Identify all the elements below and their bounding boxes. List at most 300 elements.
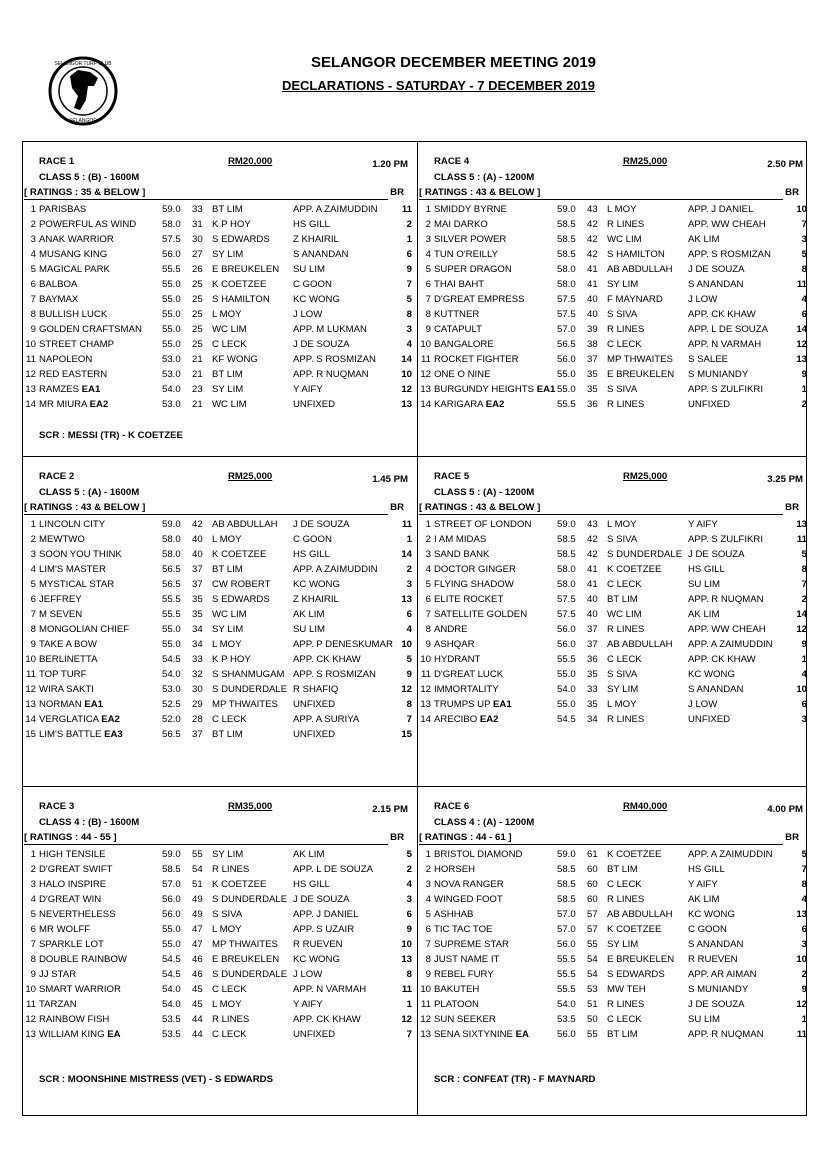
- trainer-name: SU LIM: [688, 579, 720, 590]
- horse-name: ASHQAR: [434, 639, 475, 650]
- barrier-number: 7: [801, 864, 807, 875]
- runner-row: [417, 277, 807, 292]
- barrier-number: 11: [401, 984, 412, 995]
- runner-number: 4: [30, 564, 36, 575]
- barrier-number: 8: [406, 309, 412, 320]
- jockey-name: WC LIM: [212, 324, 247, 335]
- jockey-name: S DUNDERDALE: [607, 549, 683, 560]
- barrier-header: BR: [785, 187, 799, 198]
- runner-rating: 34: [587, 714, 598, 725]
- race-class: CLASS 4 : (B) - 1600M: [39, 817, 140, 828]
- trainer-name: APP. S ZULFIKRI: [688, 534, 763, 545]
- runner-weight: 59.0: [557, 849, 576, 860]
- jockey-name: E BREUKELEN: [212, 954, 280, 965]
- barrier-number: 14: [401, 549, 412, 560]
- barrier-number: 3: [801, 939, 807, 950]
- trainer-name: UNFIXED: [293, 1029, 336, 1040]
- barrier-number: 6: [406, 609, 412, 620]
- runner-number: 8: [425, 954, 431, 965]
- horse-name: ONE O NINE: [434, 369, 491, 380]
- runner-rating: 21: [192, 369, 203, 380]
- jockey-name: S DUNDERDALE: [212, 894, 288, 905]
- trainer-name: APP. S UZAIR: [293, 924, 355, 935]
- jockey-name: MP THWAITES: [212, 939, 278, 950]
- jockey-name: K COETZEE: [607, 564, 662, 575]
- barrier-number: 6: [801, 924, 807, 935]
- barrier-number: 13: [401, 954, 412, 965]
- trainer-name: J DE SOUZA: [293, 519, 350, 530]
- runner-row: [22, 667, 412, 682]
- emergency-tag: EA2: [485, 399, 505, 410]
- runner-weight: 56.0: [162, 894, 181, 905]
- runner-weight: 59.0: [162, 204, 181, 215]
- jockey-name: C LECK: [212, 714, 247, 725]
- horse-name: KARIGARA EA2: [434, 399, 505, 410]
- trainer-name: APP. S ROSMIZAN: [293, 669, 376, 680]
- runner-row: [417, 547, 807, 562]
- runner-row: [417, 292, 807, 307]
- runner-rating: 25: [192, 324, 203, 335]
- runner-row: [417, 937, 807, 952]
- jockey-name: C LECK: [212, 984, 247, 995]
- runner-number: 4: [30, 249, 36, 260]
- runner-number: 5: [425, 909, 431, 920]
- jockey-name: R LINES: [212, 864, 250, 875]
- race-header: [417, 156, 803, 170]
- runner-row: [22, 862, 412, 877]
- runner-number: 4: [425, 564, 431, 575]
- runner-rating: 35: [587, 369, 598, 380]
- runner-rating: 34: [192, 639, 203, 650]
- jockey-name: C LECK: [607, 654, 642, 665]
- jockey-name: S HAMILTON: [212, 294, 270, 305]
- runner-rating: 35: [587, 384, 598, 395]
- horse-name: SUN SEEKER: [434, 1014, 496, 1025]
- runner-row: [22, 967, 412, 982]
- rating-label: [ RATINGS : 43 & BELOW ]: [24, 502, 146, 513]
- runner-number: 9: [425, 639, 431, 650]
- jockey-name: E BREUKELEN: [607, 954, 675, 965]
- runner-weight: 54.0: [557, 999, 576, 1010]
- runner-number: 3: [425, 879, 431, 890]
- runner-row: [417, 307, 807, 322]
- runner-rating: 37: [587, 624, 598, 635]
- horse-name: BURGUNDY HEIGHTS EA1: [434, 384, 556, 395]
- runner-rating: 25: [192, 309, 203, 320]
- runner-weight: 54.0: [162, 999, 181, 1010]
- runner-rating: 35: [587, 699, 598, 710]
- barrier-number: 2: [406, 564, 412, 575]
- runner-number: 2: [425, 219, 431, 230]
- runner-number: 3: [30, 549, 36, 560]
- runner-weight: 54.0: [162, 384, 181, 395]
- trainer-name: Y AIFY: [688, 519, 718, 530]
- horse-name: SOON YOU THINK: [39, 549, 122, 560]
- jockey-name: F MAYNARD: [607, 294, 663, 305]
- runner-number: 8: [30, 309, 36, 320]
- jockey-name: AB ABDULLAH: [212, 519, 278, 530]
- jockey-name: S EDWARDS: [212, 594, 270, 605]
- jockey-name: K P HOY: [212, 219, 251, 230]
- jockey-name: SY LIM: [607, 279, 639, 290]
- runner-row: [22, 712, 412, 727]
- runner-row: [22, 637, 412, 652]
- horse-name: DOCTOR GINGER: [434, 564, 516, 575]
- horse-name: RED EASTERN: [39, 369, 108, 380]
- runner-number: 3: [425, 234, 431, 245]
- horse-name: NEVERTHELESS: [39, 909, 116, 920]
- jockey-name: C LECK: [212, 1029, 247, 1040]
- runner-rating: 27: [192, 249, 203, 260]
- runner-row: [22, 907, 412, 922]
- jockey-name: K COETZEE: [212, 879, 267, 890]
- barrier-number: 5: [406, 849, 412, 860]
- runner-weight: 54.5: [557, 714, 576, 725]
- runner-weight: 55.0: [162, 939, 181, 950]
- runner-number: 10: [25, 654, 36, 665]
- runner-weight: 58.0: [557, 264, 576, 275]
- jockey-name: SY LIM: [607, 939, 639, 950]
- race-block: [417, 156, 807, 466]
- barrier-number: 10: [401, 369, 412, 380]
- horse-name: NORMAN EA1: [39, 699, 103, 710]
- trainer-name: AK LIM: [293, 849, 325, 860]
- race-class: CLASS 5 : (A) - 1200M: [434, 172, 535, 183]
- barrier-number: 11: [401, 519, 412, 530]
- runner-rating: 47: [192, 939, 203, 950]
- barrier-number: 12: [796, 339, 807, 350]
- runner-row: [417, 367, 807, 382]
- emergency-tag: EA1: [81, 384, 101, 395]
- barrier-number: 13: [796, 909, 807, 920]
- runner-rating: 25: [192, 339, 203, 350]
- horse-name: PLATOON: [434, 999, 479, 1010]
- barrier-number: 2: [406, 864, 412, 875]
- runner-weight: 58.5: [557, 234, 576, 245]
- runner-weight: 57.0: [557, 909, 576, 920]
- horse-name: M SEVEN: [39, 609, 83, 620]
- runner-number: 3: [30, 879, 36, 890]
- barrier-number: 4: [406, 879, 412, 890]
- horse-name: IMMORTALITY: [434, 684, 499, 695]
- svg-text:SELANGOR TURF CLUB: SELANGOR TURF CLUB: [54, 61, 112, 67]
- runner-weight: 55.5: [162, 264, 181, 275]
- horse-name: DOUBLE RAINBOW: [39, 954, 127, 965]
- runner-row: [22, 937, 412, 952]
- horse-name: HIGH TENSILE: [39, 849, 106, 860]
- jockey-name: K COETZEE: [607, 924, 662, 935]
- barrier-header: BR: [785, 502, 799, 513]
- runner-weight: 59.0: [557, 204, 576, 215]
- horse-name: HYDRANT: [434, 654, 481, 665]
- runner-weight: 58.5: [557, 249, 576, 260]
- runner-weight: 59.0: [557, 519, 576, 530]
- runner-weight: 58.5: [557, 534, 576, 545]
- runner-number: 13: [420, 699, 431, 710]
- race-time: 1.45 PM: [372, 474, 408, 485]
- race-purse: RM25,000: [623, 156, 668, 167]
- runner-weight: 55.0: [162, 309, 181, 320]
- runner-row: [22, 682, 412, 697]
- horse-name: NAPOLEON: [39, 354, 93, 365]
- jockey-name: L MOY: [212, 534, 242, 545]
- emergency-tag: EA1: [84, 699, 103, 710]
- runner-number: 2: [425, 534, 431, 545]
- runner-number: 9: [30, 324, 36, 335]
- jockey-name: L MOY: [607, 204, 637, 215]
- runner-row: [417, 997, 807, 1012]
- trainer-name: APP. J DANIEL: [688, 204, 754, 215]
- horse-name: SILVER POWER: [434, 234, 507, 245]
- trainer-name: APP. N VARMAH: [688, 339, 762, 350]
- trainer-name: APP. S ROSMIZAN: [293, 354, 376, 365]
- race-rating: [419, 832, 799, 845]
- runner-rating: 35: [587, 669, 598, 680]
- barrier-number: 11: [796, 534, 807, 545]
- jockey-name: WC LIM: [212, 399, 247, 410]
- barrier-number: 13: [401, 594, 412, 605]
- runner-weight: 55.5: [557, 984, 576, 995]
- horse-name: STREET CHAMP: [39, 339, 114, 350]
- runner-weight: 58.5: [557, 894, 576, 905]
- runner-number: 1: [30, 204, 36, 215]
- race-rating: [24, 832, 404, 845]
- runner-row: [417, 862, 807, 877]
- jockey-name: K COETZEE: [212, 279, 267, 290]
- runner-row: [22, 322, 412, 337]
- horse-name: RAINBOW FISH: [39, 1014, 110, 1025]
- barrier-number: 7: [406, 714, 412, 725]
- barrier-number: 4: [801, 294, 807, 305]
- runner-number: 11: [421, 999, 431, 1010]
- runner-row: [22, 547, 412, 562]
- runner-rating: 30: [192, 234, 203, 245]
- runner-row: [417, 922, 807, 937]
- runner-rating: 21: [192, 354, 203, 365]
- jockey-name: R LINES: [607, 894, 645, 905]
- runner-number: 10: [25, 339, 36, 350]
- horse-name: TUN O'REILLY: [434, 249, 499, 260]
- runner-number: 9: [425, 324, 431, 335]
- barrier-number: 6: [406, 249, 412, 260]
- barrier-number: 10: [401, 639, 412, 650]
- runner-weight: 55.0: [162, 339, 181, 350]
- horse-name: JEFFREY: [39, 594, 82, 605]
- runner-rating: 51: [192, 879, 203, 890]
- runners-list: [22, 517, 412, 742]
- horse-name: MYSTICAL STAR: [39, 579, 115, 590]
- runner-row: [417, 1027, 807, 1042]
- runner-rating: 51: [587, 999, 598, 1010]
- runner-row: [22, 307, 412, 322]
- runner-row: [22, 562, 412, 577]
- runner-row: [417, 262, 807, 277]
- jockey-name: R LINES: [607, 624, 645, 635]
- trainer-name: J LOW: [688, 699, 718, 710]
- barrier-number: 8: [406, 969, 412, 980]
- runner-weight: 53.5: [557, 1014, 576, 1025]
- horse-name: MAGICAL PARK: [39, 264, 110, 275]
- jockey-name: E BREUKELEN: [607, 369, 675, 380]
- runner-weight: 54.0: [162, 984, 181, 995]
- horse-name: BULLISH LUCK: [39, 309, 108, 320]
- runner-rating: 53: [587, 984, 598, 995]
- barrier-number: 7: [406, 1029, 412, 1040]
- runner-rating: 43: [587, 204, 598, 215]
- jockey-name: L MOY: [607, 519, 637, 530]
- runner-row: [417, 397, 807, 412]
- barrier-number: 7: [801, 579, 807, 590]
- runner-row: [417, 352, 807, 367]
- horse-name: ARECIBO EA2: [434, 714, 499, 725]
- runner-weight: 56.5: [557, 339, 576, 350]
- runner-number: 8: [30, 954, 36, 965]
- jockey-name: K COETZEE: [607, 849, 662, 860]
- emergency-tag: EA: [515, 1029, 529, 1040]
- runner-weight: 54.5: [162, 954, 181, 965]
- row-divider: [22, 786, 807, 787]
- runner-weight: 55.0: [557, 369, 576, 380]
- runner-weight: 59.0: [162, 519, 181, 530]
- jockey-name: C LECK: [607, 879, 642, 890]
- horse-name: BALBOA: [39, 279, 78, 290]
- runner-row: [22, 367, 412, 382]
- runner-row: [417, 967, 807, 982]
- race-class: CLASS 5 : (B) - 1600M: [39, 172, 140, 183]
- runner-number: 8: [425, 309, 431, 320]
- trainer-name: SU LIM: [293, 264, 325, 275]
- runner-number: 13: [420, 1029, 431, 1040]
- runner-number: 11: [26, 999, 36, 1010]
- rating-label: [ RATINGS : 35 & BELOW ]: [24, 187, 146, 198]
- runner-number: 13: [25, 699, 36, 710]
- runner-rating: 37: [192, 579, 203, 590]
- jockey-name: S EDWARDS: [607, 969, 665, 980]
- trainer-name: Z KHAIRIL: [293, 234, 339, 245]
- trainer-name: KC WONG: [293, 294, 340, 305]
- horse-name: TAKE A BOW: [39, 639, 97, 650]
- horse-name: SAND BANK: [434, 549, 490, 560]
- runner-row: [417, 652, 807, 667]
- runner-number: 7: [30, 609, 36, 620]
- runner-number: 4: [30, 894, 36, 905]
- barrier-number: 13: [796, 354, 807, 365]
- barrier-number: 9: [406, 669, 412, 680]
- runner-rating: 29: [192, 699, 203, 710]
- runner-rating: 40: [587, 294, 598, 305]
- runner-rating: 34: [192, 624, 203, 635]
- trainer-name: Y AIFY: [293, 384, 323, 395]
- race-header: [417, 471, 803, 485]
- trainer-name: KC WONG: [293, 579, 340, 590]
- runner-row: [22, 922, 412, 937]
- runner-rating: 49: [192, 909, 203, 920]
- runner-number: 14: [420, 714, 431, 725]
- trainer-name: APP. A ZAIMUDDIN: [293, 204, 378, 215]
- barrier-number: 5: [801, 549, 807, 560]
- trainer-name: APP. L DE SOUZA: [688, 324, 768, 335]
- trainer-name: APP. A ZAIMUDDIN: [688, 639, 773, 650]
- runner-number: 14: [25, 714, 36, 725]
- runner-rating: 55: [587, 939, 598, 950]
- barrier-number: 4: [801, 669, 807, 680]
- horse-name: ROCKET FIGHTER: [434, 354, 519, 365]
- trainer-name: APP. N VARMAH: [293, 984, 367, 995]
- runner-rating: 33: [192, 204, 203, 215]
- race-name: RACE 3: [39, 801, 75, 812]
- emergency-tag: EA: [107, 1029, 121, 1040]
- runner-row: [22, 337, 412, 352]
- trainer-name: R RUEVEN: [688, 954, 738, 965]
- runner-weight: 54.5: [162, 969, 181, 980]
- barrier-number: 1: [801, 384, 807, 395]
- barrier-number: 3: [801, 714, 807, 725]
- jockey-name: C LECK: [607, 339, 642, 350]
- runner-rating: 21: [192, 399, 203, 410]
- horse-name: SPARKLE LOT: [39, 939, 104, 950]
- horse-name: BERLINETTA: [39, 654, 98, 665]
- trainer-name: Y AIFY: [293, 999, 323, 1010]
- runner-row: [417, 562, 807, 577]
- horse-name: HALO INSPIRE: [39, 879, 107, 890]
- jockey-name: SY LIM: [212, 249, 244, 260]
- horse-name: LIM'S BATTLE EA3: [39, 729, 123, 740]
- runner-weight: 53.5: [162, 1029, 181, 1040]
- runner-rating: 41: [587, 264, 598, 275]
- barrier-number: 5: [801, 849, 807, 860]
- runner-weight: 57.5: [557, 594, 576, 605]
- runner-number: 11: [421, 669, 431, 680]
- runner-number: 7: [425, 609, 431, 620]
- horse-name: THAI BAHT: [434, 279, 485, 290]
- horse-name: BAYMAX: [39, 294, 79, 305]
- runner-number: 2: [425, 864, 431, 875]
- runners-list: [22, 847, 412, 1042]
- jockey-name: S HAMILTON: [607, 249, 665, 260]
- race-header: [22, 156, 408, 170]
- runner-weight: 55.5: [162, 594, 181, 605]
- horse-name: SUPREME STAR: [434, 939, 509, 950]
- runner-weight: 55.0: [162, 279, 181, 290]
- horse-name: HORSEH: [434, 864, 476, 875]
- svg-text:SELANGOR: SELANGOR: [69, 118, 97, 124]
- barrier-number: 6: [801, 699, 807, 710]
- runner-weight: 58.0: [162, 534, 181, 545]
- trainer-name: C GOON: [293, 534, 332, 545]
- race-purse: RM40,000: [623, 801, 668, 812]
- trainer-name: AK LIM: [688, 609, 720, 620]
- runner-row: [22, 652, 412, 667]
- jockey-name: S SIVA: [212, 909, 243, 920]
- runner-rating: 60: [587, 894, 598, 905]
- barrier-number: 8: [406, 699, 412, 710]
- horse-name: WINGED FOOT: [434, 894, 503, 905]
- runner-weight: 55.0: [162, 624, 181, 635]
- runner-number: 12: [25, 684, 36, 695]
- jockey-name: L MOY: [212, 309, 242, 320]
- runner-weight: 56.0: [162, 249, 181, 260]
- barrier-number: 12: [796, 999, 807, 1010]
- runner-number: 10: [420, 339, 431, 350]
- trainer-name: APP. CK KHAW: [688, 309, 756, 320]
- runner-row: [417, 577, 807, 592]
- trainer-name: APP. CK KHAW: [293, 654, 361, 665]
- runner-weight: 55.5: [557, 399, 576, 410]
- emergency-tag: EA3: [104, 729, 123, 740]
- runner-weight: 56.0: [557, 639, 576, 650]
- runner-row: [22, 997, 412, 1012]
- scratching-note: SCR : CONFEAT (TR) - F MAYNARD: [434, 1074, 596, 1085]
